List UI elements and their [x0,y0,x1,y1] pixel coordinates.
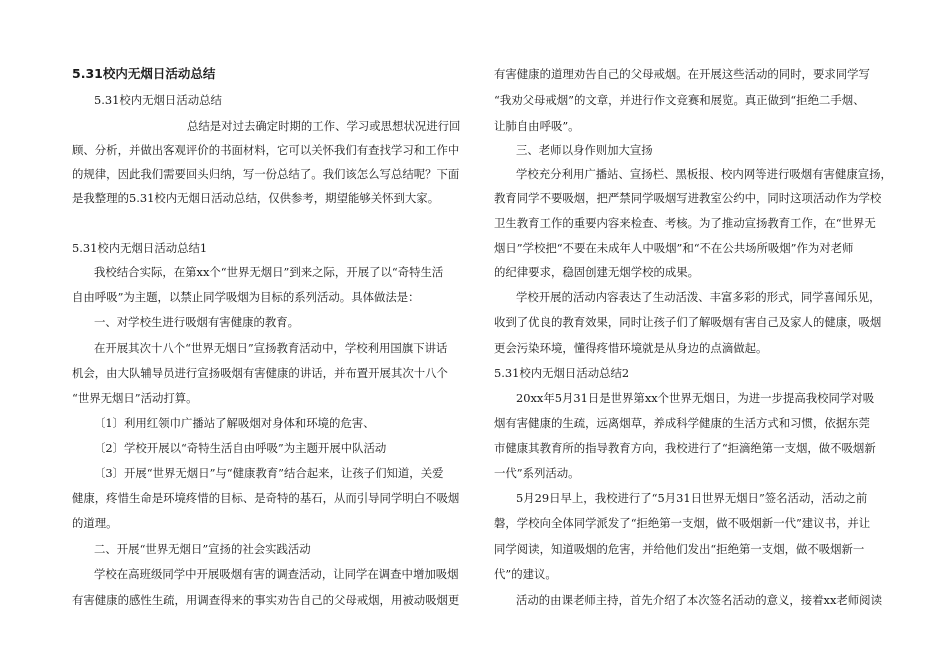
subheading: 三、老师以身作则加大宣扬 [516,143,653,157]
paragraph-line: 我校结合实际，在第xx个“世界无烟日”到来之际，开展了以“奇特生活 [94,265,444,279]
paragraph-line: “世界无烟日”活动打算。 [72,391,198,405]
paragraph-line: 烟日”学校把“不要在未成年人中吸烟”和“不在公共场所吸烟”作为对老师 [494,241,854,255]
list-item: 〔2〕学校开展以“奇特生活自由呼吸”为主题开展中队活动 [94,441,387,455]
paragraph-line: 的纪律要求，稳固创建无烟学校的成果。 [494,265,700,279]
subheading: 二、开展“世界无烟日”宣扬的社会实践活动 [94,542,311,556]
paragraph-line: 收到了优良的教育效果，同时让孩子们了解吸烟有害自己及家人的健康，吸烟 [494,315,882,329]
paragraph-line: 的道理。 [72,516,118,530]
left-column [72,0,467,672]
paragraph-line: 学校充分利用广播站、宣扬栏、黑板报、校内网等进行吸烟有害健康宣扬， [516,167,892,181]
intro-line: 总结是对过去确定时期的工作、学习或思想状况进行回 [187,119,461,133]
paragraph-line: 在开展其次十八个“世界无烟日”宣扬教育活动中，学校利用国旗下讲话 [94,341,448,355]
paragraph-line: 机会，由大队辅导员进行宣扬吸烟有害健康的讲话，并布置开展其次十八个 [72,366,448,380]
paragraph-line: 有害健康的道理劝告自己的父母戒烟。在开展这些活动的同时，要求同学写 [494,67,870,81]
paragraph-line: 磐，学校向全体同学派发了“拒绝第一支烟，做不吸烟新一代”建议书，并让 [494,516,871,530]
list-item: 〔1〕利用红领巾广播站了解吸烟对身体和环境的危害、 [94,416,375,430]
paragraph-line: 市健康其教育所的指导教育方向，我校进行了“拒滴绝第一支烟，做不吸烟新 [494,441,876,455]
document-title: 5.31校内无烟日活动总结 [72,66,216,81]
paragraph-line: 健康，疼惜生命是环境疼惜的目标、是奇特的基石，从而引导同学明白不吸烟 [72,491,460,505]
paragraph-line: 烟有害健康的生疏，远离烟草，养成科学健康的生活方式和习惯，依据东莞 [494,416,870,430]
paragraph-line: 活动的由课老师主持，首先介绍了本次签名活动的意义，接着xx老师阅读 [516,593,882,607]
intro-line: 顾、分析，并做出客观评价的书面材料，它可以关怀我们有查找学习和工作中 [72,143,460,157]
paragraph-line: 更会污染环境，懂得疼惜环境就是从身边的点滴做起。 [494,341,768,355]
paragraph-line: 教育同学不要吸烟，把严禁同学吸烟写进教室公约中，同时这项活动作为学校 [494,191,882,205]
paragraph-line: 有害健康的感性生疏，用调查得来的事实劝告自己的父母戒烟，用被动吸烟更 [72,593,460,607]
intro-line: 是我整理的5.31校内无烟日活动总结，仅供参考，期望能够关怀到大家。 [72,191,440,205]
right-column [494,0,892,672]
paragraph-line: 一代”系列活动。 [494,466,580,480]
subtitle: 5.31校内无烟日活动总结 [94,93,222,107]
paragraph-line: 自由呼吸”为主题，以禁止同学吸烟为目标的系列活动。具体做法是： [72,290,420,304]
intro-line: 的规律，因此我们需要回头归纳，写一份总结了。我们该怎么写总结呢？下面 [72,167,460,181]
paragraph-line: 学校开展的活动内容表达了生动活泼、丰富多彩的形式，同学喜闻乐见， [516,290,881,304]
paragraph-line: 20xx年5月31日是世界第xx个世界无烟日，为进一步提高我校同学对吸 [516,391,875,405]
paragraph-line: 让肺自由呼吸”。 [494,119,580,133]
paragraph-line: 卫生教育工作的重要内容来检查、考核。为了推动宣扬教育工作，在“世界无 [494,216,876,230]
paragraph-line: 代”的建议。 [494,567,557,581]
subheading: 一、对学校生进行吸烟有害健康的教育。 [94,315,300,329]
paragraph-line: “我劝父母戒烟”的文章，并进行作文竞赛和展览。真正做到“拒绝二手烟、 [494,93,865,107]
list-item: 〔3〕开展“世界无烟日”与“健康教育”结合起来，让孩子们知道，关爱 [94,466,444,480]
section-heading: 5.31校内无烟日活动总结2 [494,366,630,380]
paragraph-line: 5月29日早上，我校进行了“5月31日世界无烟日”签名活动，活动之前 [516,491,868,505]
section-heading: 5.31校内无烟日活动总结1 [72,241,208,255]
paragraph-line: 学校在高班级同学中开展吸烟有害的调查活动，让同学在调查中增加吸烟 [94,567,459,581]
paragraph-line: 同学阅读，知道吸烟的危害，并给他们发出“拒绝第一支烟，做不吸烟新一 [494,542,865,556]
